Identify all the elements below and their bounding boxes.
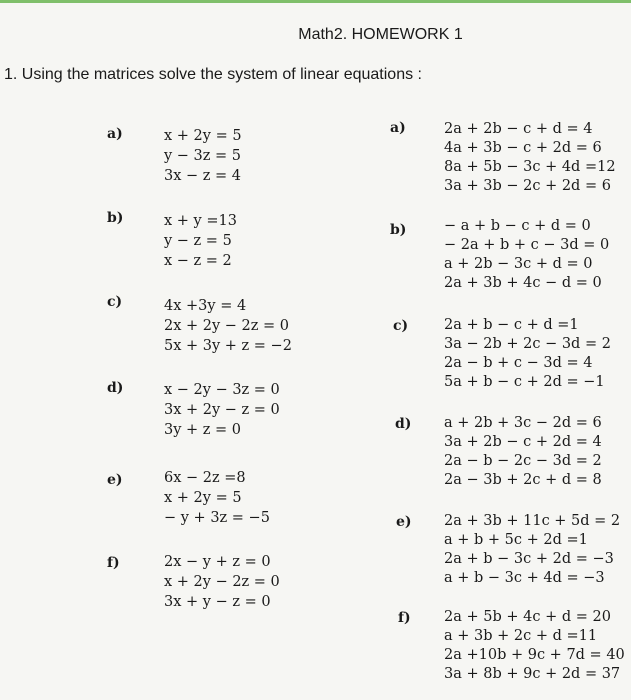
equation: 3x + 2y − z = 0: [164, 402, 280, 418]
left-label-a: a): [107, 126, 123, 142]
equation: 2a + b − 3c + 2d = −3: [444, 551, 614, 567]
equation: 5a + b − c + 2d = −1: [444, 374, 605, 390]
equation: x + 2y = 5: [164, 128, 242, 144]
equation: 2a +10b + 9c + 7d = 40: [444, 647, 625, 663]
equation: 2a + 3b + 11c + 5d = 2: [444, 513, 621, 529]
left-system-e: [164, 468, 270, 528]
equation: 2a + b − c + d =1: [444, 317, 579, 333]
equation: x + 2y = 5: [164, 490, 242, 506]
right-system-c: [444, 316, 611, 392]
equation: 4x +3y = 4: [164, 298, 247, 314]
equation: x + y =13: [164, 213, 237, 229]
question-text: 1. Using the matrices solve the system of linear equations :: [4, 66, 422, 83]
page-title: Math2. HOMEWORK 1: [298, 26, 463, 43]
right-label-e: e): [396, 514, 412, 530]
left-system-d: [164, 380, 280, 440]
right-label-b: b): [390, 222, 407, 238]
top-border: [0, 0, 631, 3]
equation: 2x + 2y − 2z = 0: [164, 318, 290, 334]
equation: 2a − 3b + 2c + d = 8: [444, 472, 602, 488]
equation: − y + 3z = −5: [164, 510, 270, 526]
equation: x + 2y − 2z = 0: [164, 574, 280, 590]
equation: y − z = 5: [164, 233, 232, 249]
right-system-f: [444, 608, 625, 684]
equation: − 2a + b + c − 3d = 0: [444, 237, 610, 253]
equation: 3x − z = 4: [164, 168, 242, 184]
equation: 2a − b + c − 3d = 4: [444, 355, 593, 371]
left-system-f: [164, 552, 280, 612]
left-label-e: e): [107, 472, 123, 488]
equation: 3y + z = 0: [164, 422, 242, 438]
equation: y − 3z = 5: [164, 148, 242, 164]
equation: 3a + 3b − 2c + 2d = 6: [444, 178, 611, 194]
right-label-f: f): [398, 610, 411, 626]
right-label-d: d): [395, 416, 412, 432]
left-system-b: [164, 211, 237, 271]
equation: 8a + 5b − 3c + 4d =12: [444, 159, 616, 175]
left-system-a: [164, 126, 242, 186]
equation: 4a + 3b − c + 2d = 6: [444, 140, 602, 156]
equation: a + b + 5c + 2d =1: [444, 532, 588, 548]
equation: 3a + 8b + 9c + 2d = 37: [444, 666, 621, 682]
equation: a + 2b − 3c + d = 0: [444, 256, 593, 272]
left-label-b: b): [107, 210, 124, 226]
equation: x − z = 2: [164, 253, 232, 269]
right-system-a: [444, 120, 616, 196]
equation: a + 2b + 3c − 2d = 6: [444, 415, 602, 431]
equation: 2a + 5b + 4c + d = 20: [444, 609, 611, 625]
right-system-d: [444, 414, 602, 490]
right-label-a: a): [390, 120, 406, 136]
equation: 6x − 2z =8: [164, 470, 246, 486]
right-label-c: c): [393, 318, 409, 334]
left-label-f: f): [107, 555, 120, 571]
equation: a + 3b + 2c + d =11: [444, 628, 598, 644]
right-system-e: [444, 512, 620, 588]
equation: 2x − y + z = 0: [164, 554, 271, 570]
equation: − a + b − c + d = 0: [444, 218, 591, 234]
equation: x − 2y − 3z = 0: [164, 382, 280, 398]
left-label-d: d): [107, 380, 124, 396]
equation: 3a − 2b + 2c − 3d = 2: [444, 336, 611, 352]
left-system-c: [164, 296, 292, 356]
left-label-c: c): [107, 294, 123, 310]
equation: 2a − b − 2c − 3d = 2: [444, 453, 602, 469]
equation: a + b − 3c + 4d = −3: [444, 570, 605, 586]
equation: 3a + 2b − c + 2d = 4: [444, 434, 602, 450]
equation: 2a + 3b + 4c − d = 0: [444, 275, 602, 291]
right-system-b: [444, 217, 609, 293]
equation: 3x + y − z = 0: [164, 594, 271, 610]
equation: 5x + 3y + z = −2: [164, 338, 292, 354]
equation: 2a + 2b − c + d = 4: [444, 121, 593, 137]
